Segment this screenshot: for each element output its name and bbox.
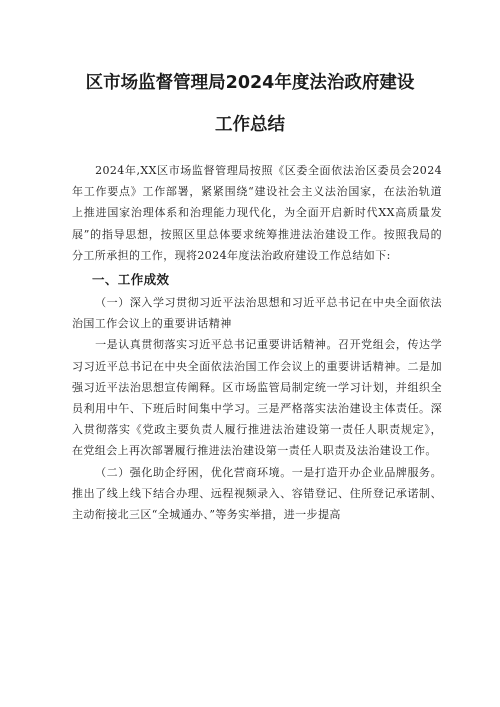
document-body	[72, 160, 442, 525]
subsection-1-body: 一是认真贯彻落实习近平总书记重要讲话精神。召开党组会，传达学习习近平总书记在中央全面依法治国工作会议上的重要讲话精神。二是加强习近平法治思想宣传阐释。区市场监管局制定统一学习计划，并组织全员利用中午、下班后时间集中学习。三是严格落实法治建设主体责任。深入贯彻落实《党政主要负责人履行推进法治建设第一责任人职责规定》，在党组会上再次部署履行推进法治建设第一责任人职责及法治建设工作。	[72, 338, 442, 458]
document-title-line-2: 工作总结	[215, 115, 285, 135]
section-heading-achievements: 一、工作成效	[92, 272, 170, 288]
subsection-2-body: （二）强化助企纾困，优化营商环境。一是打造开办企业品牌服务。推出了线上线下结合办理、远程视频录入、容错登记、住所登记承诺制、主动衔接北三区“全城通办、”等务实举措，进一步提高	[72, 465, 442, 522]
subsection-heading-1: （一）深入学习贯彻习近平法治思想和习近平总书记在中央全面依法治国工作会议上的重要讲话精神	[72, 296, 442, 331]
intro-paragraph: 2024年,XX区市场监督管理局按照《区委全面依法治区委员会2024年工作要点》工作部署，紧紧围绕“建设社会主义法治国家，在法治轨道上推进国家治理体系和治理能力现代化，为全面开启新时代XX高质量发展”的指导思想，按照区里总体要求统筹推进法治建设工作。按照我局的分工所承担的工作，现将2024年度法治政府建设工作总结如下:	[72, 164, 442, 262]
document-title-line-1: 区市场监督管理局2024年度法治政府建设	[85, 73, 415, 93]
